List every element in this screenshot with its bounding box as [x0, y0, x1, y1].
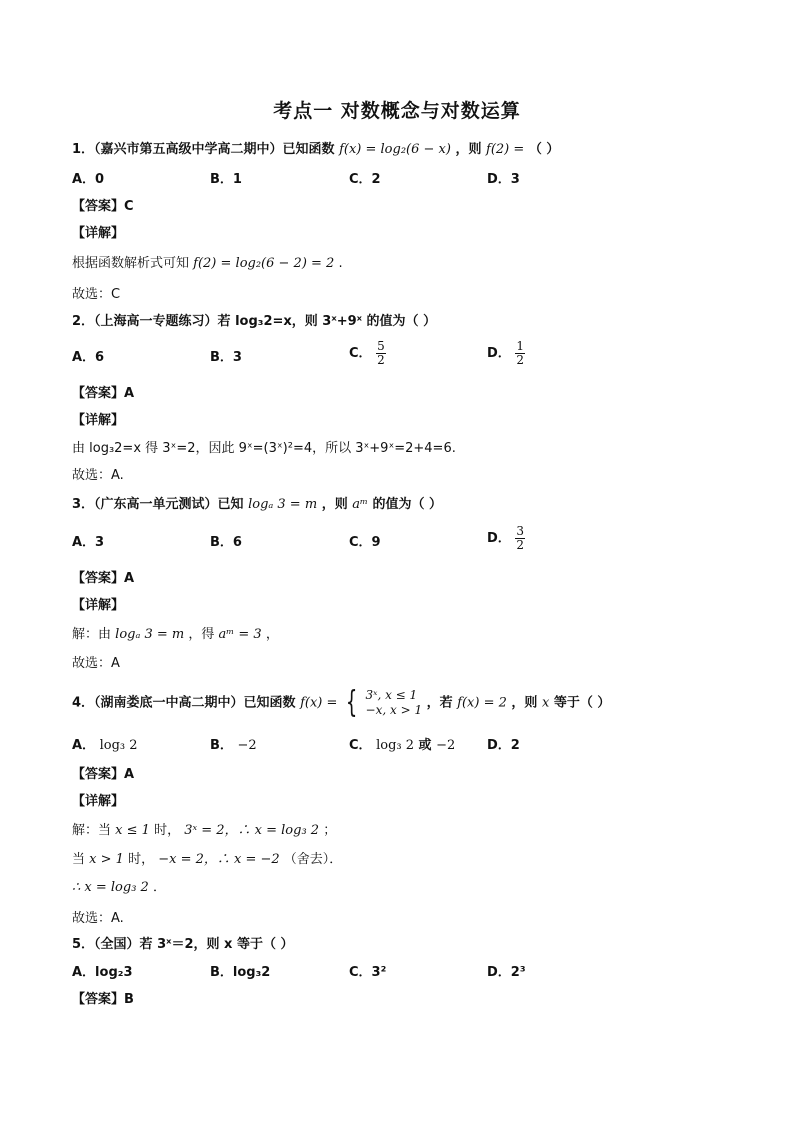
- q5-option-c: C．3²: [349, 965, 387, 980]
- q5-answer: 【答案】B: [72, 992, 134, 1007]
- q1-choose: 故选：C: [72, 287, 121, 302]
- q3-solution-expression: logₐ 3 = m: [115, 627, 185, 642]
- q2-choose: 故选：A.: [72, 468, 124, 483]
- q5-option-a: A．log₂3: [72, 965, 133, 980]
- q1-stem-mid: ，则: [455, 142, 482, 157]
- q3-solution-expression-2: aᵐ = 3: [218, 627, 262, 642]
- q3-option-a: A．3: [72, 535, 105, 550]
- q2-solution: 由 log₃2=x 得 3ˣ=2，因此 9ˣ=(3ˣ)²=4，所以 3ˣ+9ˣ=2+4=6.: [72, 441, 456, 456]
- q4-option-a-expression: log₃ 2: [99, 738, 138, 753]
- q2-option-d-label: D．: [487, 346, 511, 361]
- q4-solution-line-2: [72, 851, 342, 869]
- q4-case-2: −x, x > 1: [365, 703, 423, 717]
- q4-option-a: [72, 737, 138, 755]
- q4-stem-suffix: 等于（ ）: [553, 695, 611, 711]
- q4-sol1-prefix: 解：当: [72, 823, 112, 838]
- q5-stem: 5．（全国）若 3ˣ＝2，则 x 等于（ ）: [72, 937, 294, 952]
- page-title: 考点一 对数概念与对数运算: [273, 100, 521, 122]
- q4-sol1-expression: x ≤ 1: [115, 823, 150, 838]
- fraction-denominator: 2: [377, 353, 385, 367]
- q2-stem: 2．（上海高一专题练习）若 log₃2=x，则 3ˣ+9ˣ 的值为（ ）: [72, 314, 437, 329]
- q3-stem-prefix: 3．（广东高一单元测试）已知: [72, 497, 244, 512]
- q4-option-c-label: C．: [349, 738, 372, 753]
- q4-case-1: 3ˣ, x ≤ 1: [365, 688, 418, 702]
- q1-detail-heading: 【详解】: [72, 226, 125, 241]
- q4-sol2-mid: 时，: [128, 852, 155, 867]
- q4-sol1-suffix: ；: [323, 823, 337, 838]
- q1-answer: 【答案】C: [72, 199, 134, 214]
- q2-answer: 【答案】A: [72, 386, 135, 401]
- q4-choose: 故选：A.: [72, 911, 124, 926]
- q4-variable: x: [541, 695, 550, 711]
- q4-sol2-prefix: 当: [72, 852, 86, 867]
- q2-option-d: [487, 340, 525, 367]
- q3-solution-suffix: ，: [265, 627, 279, 642]
- q3-stem-suffix: 的值为（ ）: [372, 497, 443, 512]
- q1-value-expression: f(2) =: [486, 142, 525, 157]
- q3-power-expression: aᵐ: [352, 497, 368, 512]
- q4-sol2-expression: x > 1: [89, 852, 124, 867]
- q4-sol2-suffix: （舍去）．: [283, 852, 343, 867]
- q3-answer: 【答案】A: [72, 571, 135, 586]
- q3-choose: 故选：A: [72, 656, 120, 671]
- q4-option-b-label: B．: [210, 738, 233, 753]
- q4-sol1-expression-2: 3ˣ = 2，∴ x = log₃ 2: [184, 823, 320, 838]
- q4-stem: [72, 685, 611, 720]
- q4-solution-line-1: [72, 822, 336, 840]
- q3-solution-mid: ，得: [188, 627, 215, 642]
- fraction-numerator: 5: [377, 339, 385, 353]
- fraction-numerator: 1: [516, 339, 524, 353]
- q4-stem-mid-2: ，则: [511, 695, 538, 711]
- q4-sol2-expression-2: −x = 2，∴ x = −2: [158, 852, 280, 867]
- q1-stem-suffix: （ ）: [528, 142, 560, 157]
- q4-condition-expression: f(x) = 2: [457, 695, 507, 711]
- piecewise-brace: {: [345, 685, 358, 720]
- q1-solution-suffix: .: [338, 256, 343, 271]
- q3-stem: [72, 496, 442, 514]
- q5-option-d: D．2³: [487, 965, 526, 980]
- fraction-denominator: 2: [516, 538, 524, 552]
- q4-option-b: [210, 737, 257, 755]
- q2-option-c: [349, 340, 386, 367]
- q2-option-c-fraction: [376, 340, 386, 367]
- q1-solution-prefix: 根据函数解析式可知: [72, 256, 190, 271]
- q1-option-b: B．1: [210, 172, 242, 187]
- q4-piecewise-cases: [366, 688, 423, 718]
- q3-option-d: [487, 525, 525, 552]
- fraction-denominator: 2: [516, 353, 524, 367]
- q1-stem: [72, 141, 559, 159]
- q3-solution: [72, 626, 279, 644]
- q3-option-d-label: D．: [487, 531, 511, 546]
- q4-function-name: f(x) =: [300, 695, 338, 711]
- q4-detail-heading: 【详解】: [72, 794, 125, 809]
- q3-log-expression: logₐ 3 = m: [248, 497, 318, 512]
- q4-stem-mid: ，若: [426, 695, 453, 711]
- q4-solution-line-3: [72, 879, 166, 897]
- q2-detail-heading: 【详解】: [72, 413, 125, 428]
- q3-option-d-fraction: [515, 525, 525, 552]
- q1-option-d: D．3: [487, 172, 520, 187]
- q5-option-b: B．log₃2: [210, 965, 271, 980]
- q3-option-c: C．9: [349, 535, 381, 550]
- q1-stem-prefix: 1．（嘉兴市第五高级中学高二期中）已知函数: [72, 142, 335, 157]
- q4-option-c-or: 或: [418, 738, 432, 753]
- q4-option-b-expression: −2: [237, 738, 257, 753]
- q4-answer: 【答案】A: [72, 767, 135, 782]
- q4-option-a-label: A．: [72, 738, 96, 753]
- q4-option-c: [349, 737, 455, 755]
- q1-function-expression: f(x) = log₂(6 − x): [339, 142, 451, 157]
- q4-stem-prefix: 4．（湖南娄底一中高二期中）已知函数: [72, 695, 296, 711]
- q1-option-a: A．0: [72, 172, 105, 187]
- q4-option-c-expression-2: −2: [436, 738, 456, 753]
- q1-solution: [72, 255, 343, 273]
- q3-option-b: B．6: [210, 535, 242, 550]
- q3-solution-prefix: 解：由: [72, 627, 112, 642]
- q4-sol1-mid: 时，: [154, 823, 181, 838]
- q3-stem-mid: ，则: [321, 497, 348, 512]
- q4-option-d: D．2: [487, 738, 520, 753]
- q1-option-c: C．2: [349, 172, 381, 187]
- fraction-numerator: 3: [516, 524, 524, 538]
- q2-option-b: B．3: [210, 350, 242, 365]
- q1-solution-expression: f(2) = log₂(6 − 2) = 2: [193, 256, 335, 271]
- q2-option-a: A．6: [72, 350, 105, 365]
- q3-detail-heading: 【详解】: [72, 598, 125, 613]
- q2-option-d-fraction: [515, 340, 525, 367]
- q2-option-c-label: C．: [349, 346, 372, 361]
- q4-option-c-expression: log₃ 2: [376, 738, 414, 753]
- q4-sol3-expression: ∴ x = log₃ 2: [72, 880, 149, 895]
- q4-sol3-suffix: ．: [152, 880, 166, 895]
